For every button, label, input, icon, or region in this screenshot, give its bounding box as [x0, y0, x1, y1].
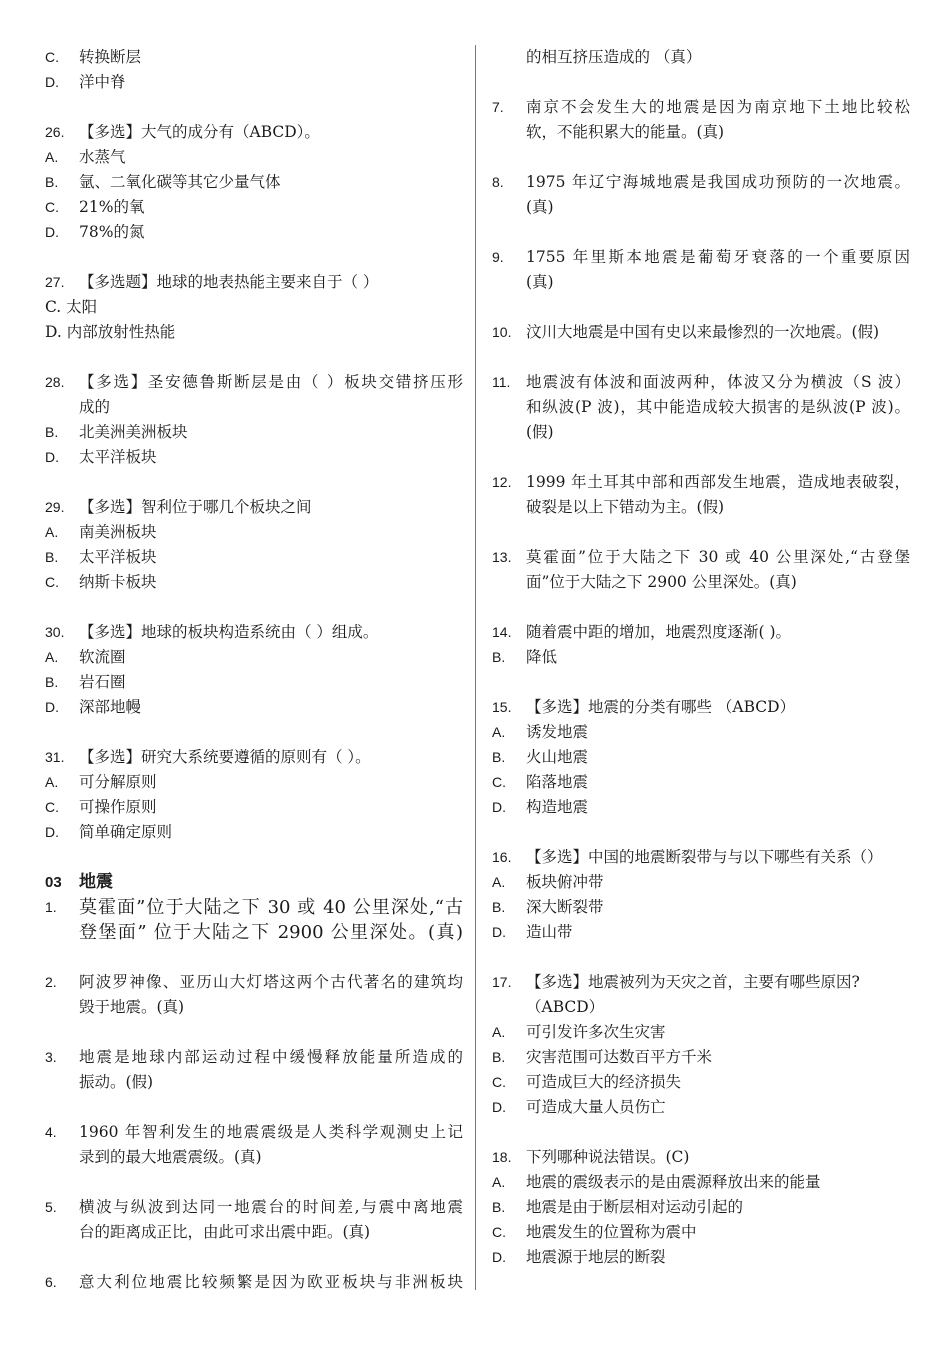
item-text: 构造地震	[526, 798, 589, 816]
item-text: 破裂是以上下错动为主。(假)	[526, 498, 725, 516]
text-line	[45, 895, 463, 920]
text-line	[492, 645, 910, 670]
spacer	[45, 470, 463, 495]
item-number: 03	[45, 874, 62, 891]
text-line	[45, 495, 463, 520]
item-text: 岩石圈	[79, 673, 126, 691]
spacer	[492, 945, 910, 970]
text-line	[45, 1120, 463, 1145]
text-line	[492, 745, 910, 770]
text-line	[492, 920, 910, 945]
item-number: B.	[45, 174, 59, 190]
item-text: 毁于地震。(真)	[79, 998, 185, 1016]
spacer	[492, 820, 910, 845]
item-text: 可造成巨大的经济损失	[526, 1073, 682, 1091]
text-line	[492, 695, 910, 720]
spacer	[492, 145, 910, 170]
item-text: C. 太阳	[45, 298, 98, 316]
text-line	[45, 195, 463, 220]
item-text: 【多选】地震被列为天灾之首，主要有哪些原因?	[526, 973, 860, 991]
text-line	[45, 995, 463, 1020]
item-text: 【多选】地球的板块构造系统由（ ）组成。	[79, 623, 379, 641]
text-line	[492, 470, 910, 495]
text-line	[45, 520, 463, 545]
item-text: 21%的氧	[79, 198, 145, 216]
item-text: D. 内部放射性热能	[45, 323, 176, 341]
text-line	[45, 645, 463, 670]
text-line	[492, 1045, 910, 1070]
item-text: 太平洋板块	[79, 448, 157, 466]
item-text: 灾害范围可达数百平方千米	[526, 1048, 713, 1066]
item-number: 12.	[492, 474, 512, 490]
text-line	[492, 795, 910, 820]
spacer	[492, 70, 910, 95]
item-text: 1960 年智利发生的地震震级是人类科学观测史上记	[79, 1123, 463, 1141]
item-number: C.	[45, 199, 59, 215]
item-number: A.	[45, 649, 59, 665]
spacer	[492, 670, 910, 695]
item-number: 16.	[492, 849, 512, 865]
item-number: A.	[45, 774, 59, 790]
item-number: 28.	[45, 374, 65, 390]
item-number: B.	[45, 674, 59, 690]
item-text: 莫霍面”位于大陆之下 30 或 40 公里深处,“古登堡	[526, 548, 910, 566]
item-text: （ABCD）	[526, 998, 605, 1016]
text-line	[492, 320, 910, 345]
item-number: A.	[492, 1174, 506, 1190]
text-line	[492, 120, 910, 145]
item-text: 转换断层	[79, 48, 142, 66]
text-line	[45, 545, 463, 570]
item-text: 软，不能积累大的能量。(真)	[526, 123, 725, 141]
item-text: 可引发许多次生灾害	[526, 1023, 666, 1041]
text-line	[45, 45, 463, 70]
item-number: B.	[492, 649, 506, 665]
section-heading	[45, 870, 463, 895]
text-line	[45, 1045, 463, 1070]
text-line	[45, 395, 463, 420]
item-number: B.	[45, 424, 59, 440]
spacer	[45, 845, 463, 870]
text-line	[45, 970, 463, 995]
text-line	[492, 170, 910, 195]
left-column	[45, 45, 463, 1295]
text-line	[45, 1070, 463, 1095]
item-text: 南京不会发生大的地震是因为南京地下土地比较松	[526, 98, 910, 116]
text-line	[492, 970, 910, 995]
item-text: 【多选】大气的成分有（ABCD）。	[79, 123, 320, 141]
text-line	[45, 745, 463, 770]
item-text: 地震的震级表示的是由震源释放出来的能量	[526, 1173, 821, 1191]
item-number: 3.	[45, 1049, 57, 1065]
item-number: D.	[492, 924, 506, 940]
item-number: B.	[45, 549, 59, 565]
item-text: 地震发生的位置称为震中	[526, 1223, 697, 1241]
item-text: 振动。(假)	[79, 1073, 154, 1091]
item-text: 可造成大量人员伤亡	[526, 1098, 666, 1116]
text-line	[45, 770, 463, 795]
text-line	[45, 445, 463, 470]
item-text: 随着震中距的增加，地震烈度逐渐( )。	[526, 623, 792, 641]
item-text: 的相互挤压造成的 （真）	[526, 48, 702, 66]
item-number: B.	[492, 1199, 506, 1215]
text-line	[492, 1020, 910, 1045]
section-title: 地震	[79, 872, 113, 892]
spacer	[492, 595, 910, 620]
spacer	[45, 720, 463, 745]
text-line	[492, 845, 910, 870]
item-number: 29.	[45, 499, 65, 515]
text-line	[45, 820, 463, 845]
item-number: A.	[492, 874, 506, 890]
item-text: 1975 年辽宁海城地震是我国成功预防的一次地震。	[526, 173, 910, 191]
item-number: 27.	[45, 274, 65, 290]
item-number: D.	[45, 824, 59, 840]
item-number: A.	[45, 149, 59, 165]
item-number: 11.	[492, 374, 511, 390]
item-number: 9.	[492, 249, 504, 265]
item-text: 火山地震	[526, 748, 589, 766]
item-number: 14.	[492, 624, 512, 640]
text-line	[45, 370, 463, 395]
text-line	[492, 570, 910, 595]
text-line	[45, 70, 463, 95]
item-text: 意大利位地震比较频繁是因为欧亚板块与非洲板块	[79, 1273, 463, 1291]
text-line	[492, 1145, 910, 1170]
spacer	[45, 1095, 463, 1120]
item-number: C.	[45, 799, 59, 815]
item-text: 诱发地震	[526, 723, 589, 741]
item-number: B.	[492, 1049, 506, 1065]
item-number: 26.	[45, 124, 65, 140]
text-line	[45, 170, 463, 195]
text-line	[45, 320, 463, 345]
item-number: 2.	[45, 974, 57, 990]
text-line	[45, 670, 463, 695]
item-text: 【多选】智利位于哪几个板块之间	[79, 498, 312, 516]
item-text: 洋中脊	[79, 73, 126, 91]
text-line	[492, 1070, 910, 1095]
item-number: C.	[45, 49, 59, 65]
item-number: D.	[45, 224, 59, 240]
item-text: 78%的氮	[79, 223, 145, 241]
item-text: 地震波有体波和面波两种，体波又分为横波（S 波）	[526, 373, 910, 391]
text-line	[45, 620, 463, 645]
item-number: 6.	[45, 1274, 57, 1290]
item-text: 【多选】地震的分类有哪些 （ABCD）	[526, 698, 796, 716]
item-text: 【多选】圣安德鲁斯断层是由（ ）板块交错挤压形	[79, 373, 463, 391]
item-number: D.	[45, 699, 59, 715]
text-line	[492, 1245, 910, 1270]
item-text: 1755 年里斯本地震是葡萄牙衰落的一个重要原因	[526, 248, 910, 266]
item-text: 南美洲板块	[79, 523, 157, 541]
text-line	[492, 370, 910, 395]
item-text: 横波与纵波到达同一地震台的时间差,与震中离地震	[79, 1198, 463, 1216]
item-text: 造山带	[526, 923, 573, 941]
item-text: 地震源于地层的断裂	[526, 1248, 666, 1266]
item-number: 17.	[492, 974, 512, 990]
text-line	[492, 420, 910, 445]
item-text: 台的距离成正比，由此可求出震中距。(真)	[79, 1223, 371, 1241]
item-number: B.	[492, 899, 506, 915]
text-line	[45, 1270, 463, 1295]
text-line	[492, 95, 910, 120]
item-number: A.	[45, 524, 59, 540]
text-line	[492, 270, 910, 295]
item-text: 下列哪种说法错误。(C)	[526, 1148, 690, 1166]
item-number: 15.	[492, 699, 512, 715]
text-line	[492, 770, 910, 795]
item-text: 1999 年土耳其中部和西部发生地震，造成地表破裂，	[526, 473, 910, 491]
item-text: 水蒸气	[79, 148, 126, 166]
item-text: 深大断裂带	[526, 898, 604, 916]
spacer	[45, 345, 463, 370]
text-line	[492, 870, 910, 895]
item-number: 5.	[45, 1199, 57, 1215]
text-line	[45, 1220, 463, 1245]
item-number: D.	[492, 1099, 506, 1115]
text-line	[492, 1095, 910, 1120]
item-number: D.	[492, 1249, 506, 1265]
item-number: D.	[45, 74, 59, 90]
text-line	[492, 245, 910, 270]
text-line	[45, 795, 463, 820]
item-text: 登堡面” 位于大陆之下 2900 公里深处。(真)	[79, 922, 463, 943]
item-number: B.	[492, 749, 506, 765]
item-number: 1.	[45, 899, 57, 915]
text-line	[492, 895, 910, 920]
item-number: C.	[492, 1224, 506, 1240]
text-line	[492, 995, 910, 1020]
item-text: 深部地幔	[79, 698, 142, 716]
text-line	[492, 395, 910, 420]
item-text: 板块俯冲带	[526, 873, 604, 891]
spacer	[492, 295, 910, 320]
item-number: C.	[492, 1074, 506, 1090]
spacer	[45, 1170, 463, 1195]
item-text: 成的	[79, 398, 111, 416]
item-text: 可分解原则	[79, 773, 157, 791]
text-line	[492, 720, 910, 745]
item-text: 【多选】研究大系统要遵循的原则有（ ）。	[79, 748, 371, 766]
item-text: 地震是地球内部运动过程中缓慢释放能量所造成的	[79, 1048, 463, 1066]
item-number: D.	[492, 799, 506, 815]
text-line	[45, 920, 463, 945]
item-number: 4.	[45, 1124, 57, 1140]
text-line	[45, 295, 463, 320]
spacer	[492, 220, 910, 245]
item-text: 阿波罗神像、亚历山大灯塔这两个古代著名的建筑均	[79, 973, 463, 991]
item-text: (真)	[526, 198, 554, 216]
item-text: 录到的最大地震震级。(真)	[79, 1148, 262, 1166]
item-number: A.	[492, 1024, 506, 1040]
spacer	[492, 520, 910, 545]
item-text: 和纵波(P 波)，其中能造成较大损害的是纵波(P 波)。	[526, 398, 910, 416]
spacer	[492, 345, 910, 370]
item-text: (假)	[526, 423, 554, 441]
item-text: 简单确定原则	[79, 823, 173, 841]
text-line	[45, 145, 463, 170]
text-line	[492, 620, 910, 645]
item-text: 北美洲美洲板块	[79, 423, 188, 441]
item-number: 8.	[492, 174, 504, 190]
text-line	[45, 1145, 463, 1170]
item-text: 【多选】中国的地震断裂带与与以下哪些有关系（）	[526, 848, 883, 866]
text-line	[45, 695, 463, 720]
item-text: 太平洋板块	[79, 548, 157, 566]
spacer	[492, 445, 910, 470]
item-number: C.	[45, 574, 59, 590]
text-line	[45, 420, 463, 445]
item-number: 10.	[492, 324, 512, 340]
item-number: A.	[492, 724, 506, 740]
text-line	[492, 1220, 910, 1245]
spacer	[45, 245, 463, 270]
text-line	[492, 45, 910, 70]
spacer	[45, 595, 463, 620]
item-text: 软流圈	[79, 648, 126, 666]
item-text: 纳斯卡板块	[79, 573, 157, 591]
item-number: 31.	[45, 749, 65, 765]
text-line	[45, 270, 463, 295]
item-text: 汶川大地震是中国有史以来最惨烈的一次地震。(假)	[526, 323, 880, 341]
item-number: 13.	[492, 549, 512, 565]
text-line	[45, 120, 463, 145]
item-text: 莫霍面”位于大陆之下 30 或 40 公里深处,“古	[79, 897, 463, 918]
item-text: 【多选题】地球的地表热能主要来自于（ ）	[79, 273, 379, 291]
text-line	[45, 570, 463, 595]
column-divider	[475, 45, 476, 1290]
spacer	[45, 95, 463, 120]
item-number: C.	[492, 774, 506, 790]
item-number: 7.	[492, 99, 504, 115]
spacer	[45, 1020, 463, 1045]
item-text: 氩、二氧化碳等其它少量气体	[79, 173, 281, 191]
text-line	[492, 1195, 910, 1220]
text-line	[492, 495, 910, 520]
item-number: 30.	[45, 624, 65, 640]
spacer	[45, 1245, 463, 1270]
text-line	[492, 1170, 910, 1195]
right-column	[492, 45, 910, 1270]
spacer	[492, 1120, 910, 1145]
text-line	[492, 195, 910, 220]
item-text: 面”位于大陆之下 2900 公里深处。(真)	[526, 573, 797, 591]
item-text: 地震是由于断层相对运动引起的	[526, 1198, 744, 1216]
item-number: 18.	[492, 1149, 512, 1165]
text-line	[45, 1195, 463, 1220]
text-line	[492, 545, 910, 570]
item-number: D.	[45, 449, 59, 465]
item-text: 降低	[526, 648, 558, 666]
item-text: 陷落地震	[526, 773, 589, 791]
item-text: (真)	[526, 273, 554, 291]
spacer	[45, 945, 463, 970]
item-text: 可操作原则	[79, 798, 157, 816]
text-line	[45, 220, 463, 245]
